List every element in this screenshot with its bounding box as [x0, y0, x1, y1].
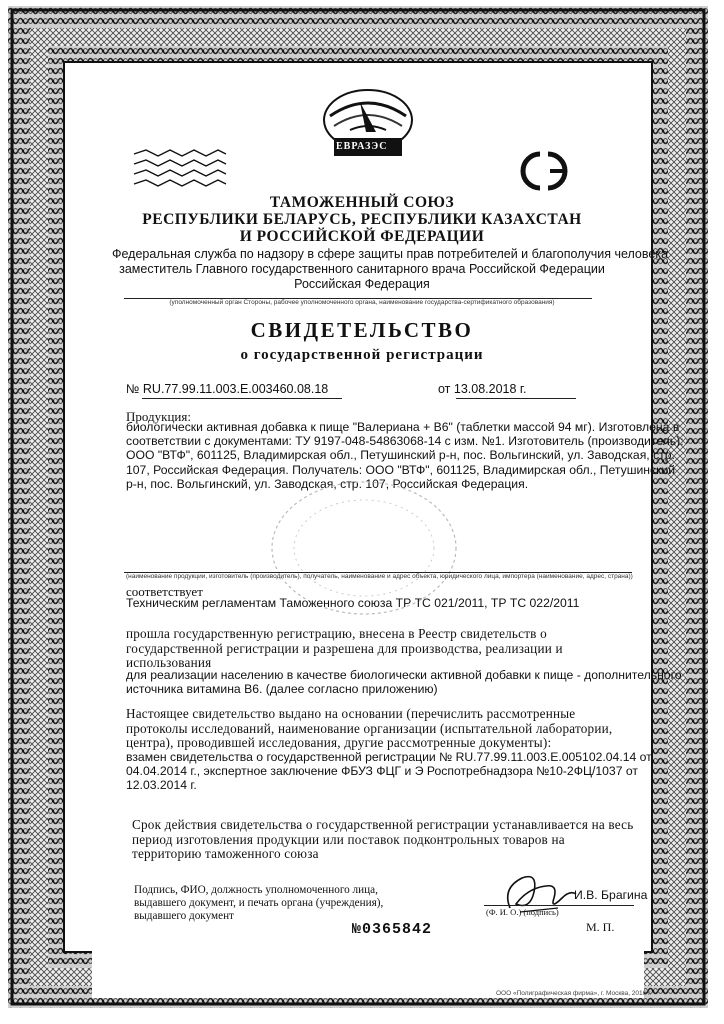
- basis-detail-line: взамен свидетельства о государственной регистрации № RU.77.99.11.003.Е.005102.04.14 от: [126, 750, 652, 764]
- basis-line: протоколы исследований, наименование организации (испытательной лаборатории,: [126, 720, 613, 736]
- product-line: биологически активная добавка к пище "Валериана + В6" (таблетки массой 94 мг). Изготовлена в: [126, 420, 680, 434]
- conformity-mark-icon: [510, 148, 578, 194]
- passed-line: использования: [126, 655, 212, 670]
- compliance-label: соответствует: [126, 584, 203, 599]
- passed-registration: [126, 627, 563, 671]
- authority-footnote: (уполномоченный орган Стороны, рабочее уполномоченного органа, наименование государства-сертификатного образования): [169, 299, 555, 306]
- validity-line: территорию таможенного союза: [132, 846, 319, 861]
- service-line: Федеральная служба по надзору в сфере защиты прав потребителей и благополучия человека: [112, 247, 669, 261]
- passed-line: государственной регистрации и разрешена для производства, реализации и: [126, 640, 563, 656]
- stamp-place: М. П.: [586, 920, 615, 934]
- basis-details: [126, 750, 652, 793]
- basis-detail-line: 12.03.2014 г.: [126, 778, 197, 793]
- document-subtitle: о государственной регистрации: [240, 347, 484, 363]
- product-line: соответствии с документами: ТУ 9197-048-54863068-14 с изм. №1. Изготовитель (производитель):: [126, 434, 684, 449]
- signature-caption-line: Подпись, ФИО, должность уполномоченного лица,: [134, 884, 378, 896]
- union-title-line1: ТАМОЖЕННЫЙ СОЮЗ: [269, 194, 455, 211]
- date-prefix: от: [438, 382, 451, 396]
- number-value: RU.77.99.11.003.Е.003460.08.18: [142, 382, 329, 396]
- logo-text: ЕВРАЗЭС: [336, 141, 388, 152]
- country-line: Российская Федерация: [294, 277, 430, 291]
- union-title-line3: И РОССИЙСКОЙ ФЕДЕРАЦИИ: [239, 228, 485, 245]
- compliance-text: Техническим регламентам Таможенного союза ТР ТС 021/2011, ТР ТС 022/2011: [126, 596, 580, 610]
- basis-detail-line: 04.04.2014 г., экспертное заключение ФБУЗ ФЦГ и Э Роспотребнадзора №10-2ФЦ/1037 от: [126, 764, 638, 779]
- usage-line: для реализации населению в качестве биологически активной добавки к пище - дополнительного: [126, 668, 682, 682]
- product-line: 107, Российская Федерация. Получатель: ООО "ВТФ", 601125, Владимирская обл., Петушинский: [126, 462, 676, 477]
- union-title-line2: РЕСПУБЛИКИ БЕЛАРУСЬ, РЕСПУБЛИКИ КАЗАХСТАН: [142, 211, 582, 228]
- usage-text: [126, 668, 682, 696]
- validity-line: период изготовления продукции или поставок подконтрольных товаров на: [132, 831, 565, 847]
- signature-caption-line: выдавшего документ: [134, 910, 234, 922]
- registration-date: [438, 382, 526, 396]
- date-value: 13.08.2018 г.: [453, 382, 527, 396]
- signer-caption: (Ф. И. О.) (подпись): [486, 907, 559, 917]
- product-label: Продукция:: [126, 409, 191, 424]
- form-number: №0365842: [352, 921, 433, 938]
- passed-line: прошла государственную регистрацию, внесена в Реестр свидетельств о: [126, 626, 547, 641]
- registration-number: [126, 382, 328, 396]
- number-prefix: №: [126, 382, 140, 396]
- printer-note: ООО «Полиграфическая фирма», г. Москва, 2016 г.: [496, 990, 652, 997]
- signer-name: И.В. Брагина: [574, 888, 648, 902]
- deputy-line: заместитель Главного государственного санитарного врача Российской Федерации: [119, 262, 605, 276]
- signature-caption-line: выдавшего документ, и печать органа (учреждения),: [134, 897, 384, 909]
- scribbled-stamp-icon: [130, 146, 230, 190]
- product-line: ООО "ВТФ", 601125, Владимирская обл., Петушинский р-н, пос. Вольгинский, ул. Заводская, стр.: [126, 448, 675, 463]
- document-title: СВИДЕТЕЛЬСТВО: [250, 318, 474, 342]
- validity-line: Срок действия свидетельства о государственной регистрации устанавливается на весь: [132, 817, 634, 832]
- usage-line: источника витамина В6. (далее согласно приложению): [126, 682, 438, 697]
- signature-caption: [134, 884, 383, 923]
- basis-statement: [126, 707, 612, 751]
- product-line: р-н, пос. Вольгинский, ул. Заводская, стр. 107, Российская Федерация.: [126, 476, 529, 491]
- basis-line: центра), проводившей исследования, другие рассмотренные документы):: [126, 735, 552, 750]
- product-footnote: (наименование продукции, изготовитель (производитель), получатель, наименование и адрес объекта, юридического лица, импортера (наименование, адрес, страна)): [126, 573, 633, 580]
- validity-statement: [132, 818, 633, 862]
- basis-line: Настоящее свидетельство выдано на основании (перечислить рассмотренные: [126, 706, 576, 721]
